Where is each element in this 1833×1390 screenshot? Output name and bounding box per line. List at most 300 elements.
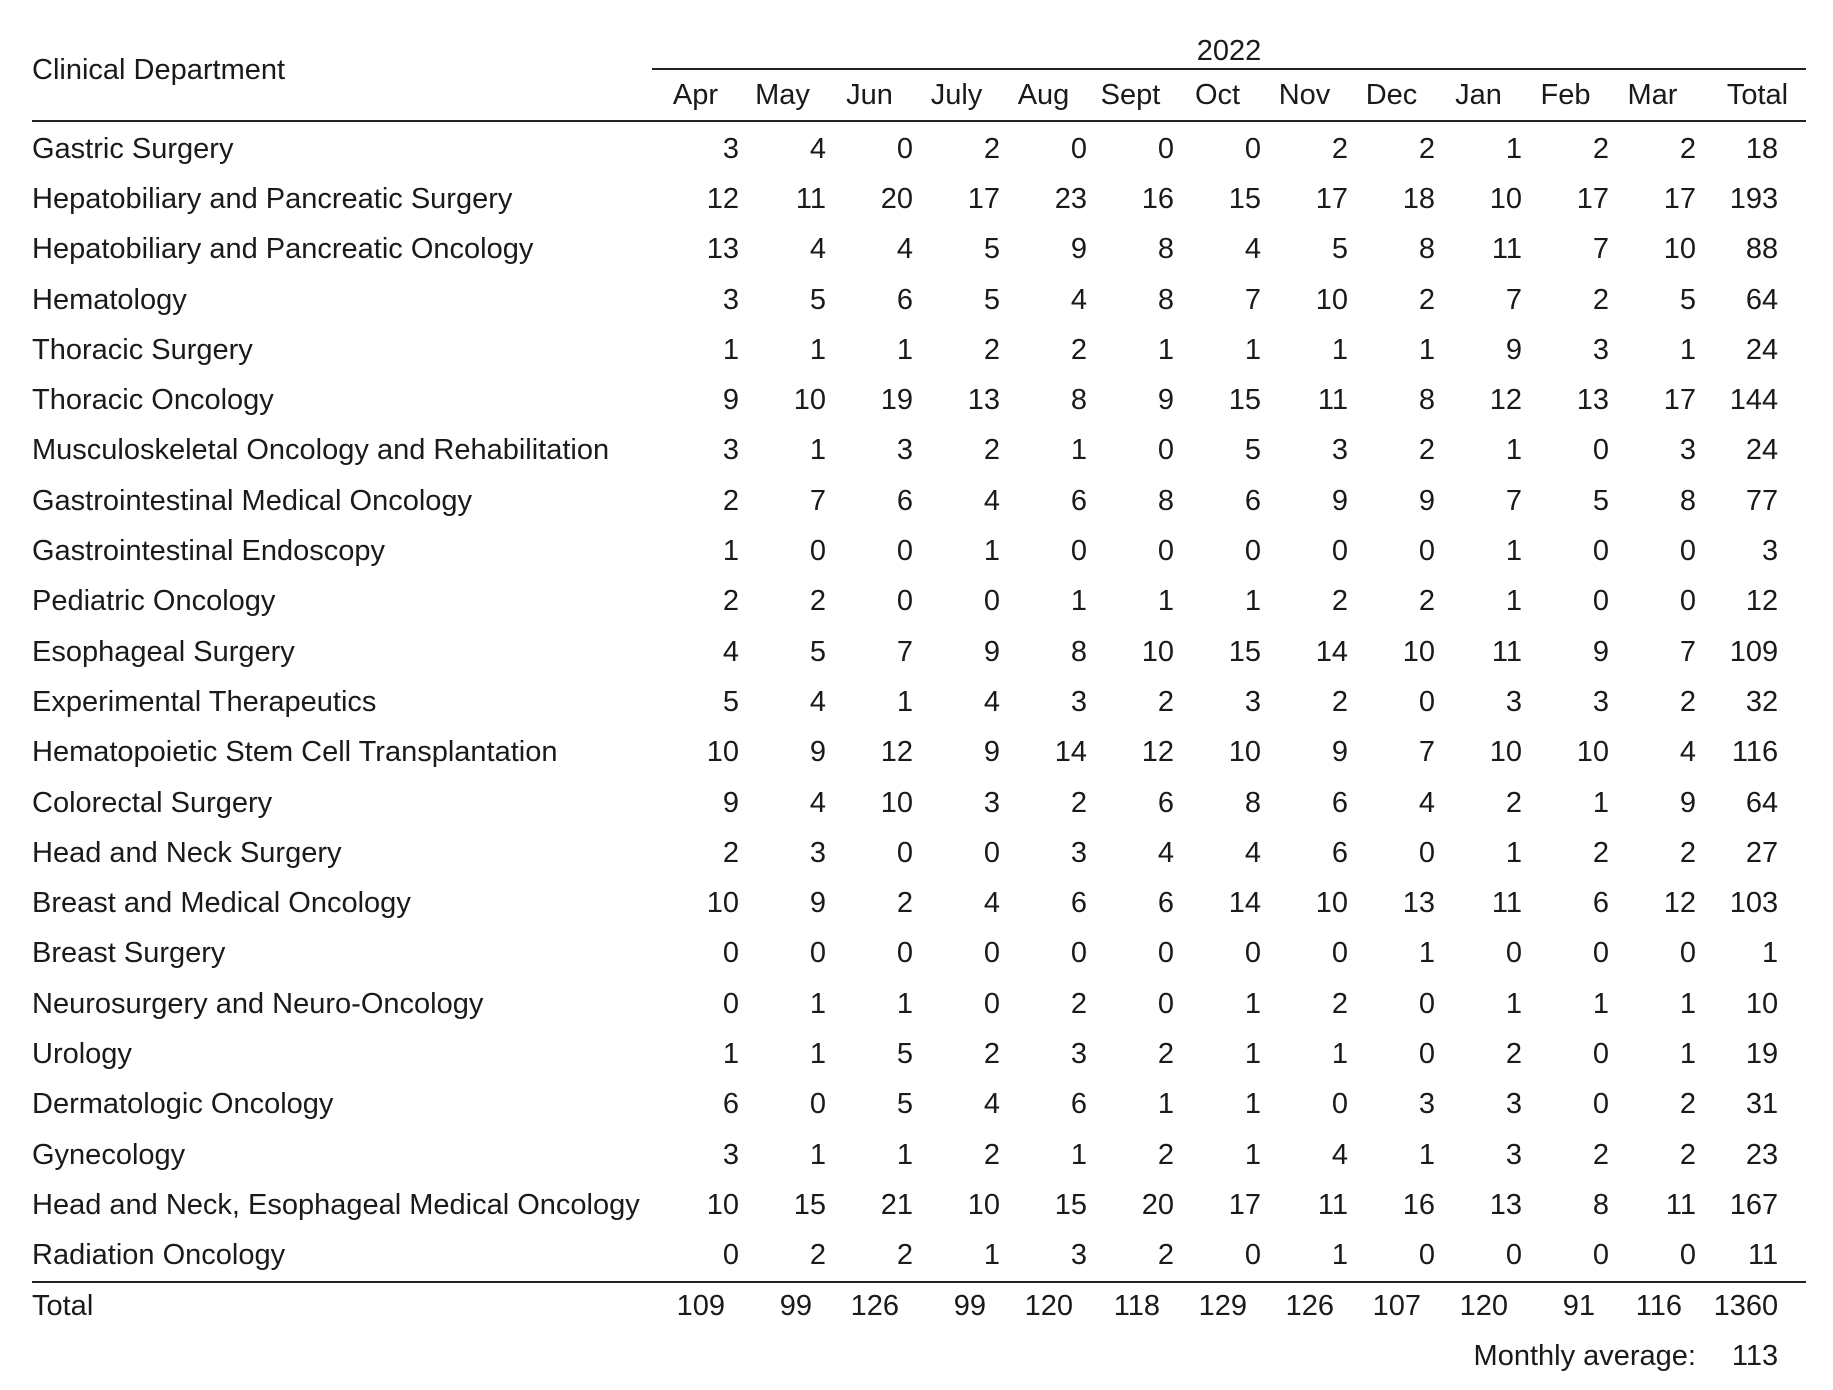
month-value-cell: 0 (896, 535, 913, 568)
month-value-cell: 7 (896, 635, 913, 668)
department-name: Gastrointestinal Medical Oncology (32, 484, 473, 517)
month-value-cell: 20 (1141, 1188, 1174, 1221)
month-value-cell: 10 (706, 736, 739, 769)
month-value-cell: 1 (1070, 585, 1087, 618)
month-value-cell: 1 (1505, 535, 1522, 568)
month-value-cell: 4 (1331, 1138, 1348, 1171)
month-value-cell: 3 (1244, 685, 1261, 718)
month-value-cell: 15 (793, 1188, 826, 1221)
month-value-cell: 15 (1054, 1188, 1087, 1221)
month-value-cell: 10 (1576, 736, 1609, 769)
month-value-cell: 4 (983, 685, 1000, 718)
month-value-cell: 2 (1418, 434, 1435, 467)
table-row (32, 121, 1806, 174)
month-value-cell: 1 (809, 987, 826, 1020)
month-value-cell: 9 (1418, 484, 1435, 517)
month-value-cell: 6 (1070, 1088, 1087, 1121)
department-name: Head and Neck, Esophageal Medical Oncology (32, 1188, 640, 1221)
department-name: Pediatric Oncology (32, 585, 276, 618)
month-value-cell: 12 (880, 736, 913, 769)
row-total-cell: 24 (1745, 333, 1779, 366)
month-value-cell: 1 (1505, 836, 1522, 869)
month-value-cell: 0 (983, 987, 1000, 1020)
month-value-cell: 1 (1244, 1138, 1261, 1171)
month-value-cell: 3 (722, 434, 739, 467)
month-value-cell: 15 (1228, 635, 1261, 668)
monthly-average-label: Monthly average: (1473, 1340, 1696, 1373)
month-value-cell: 11 (1491, 233, 1522, 266)
month-value-cell: 2 (1679, 132, 1696, 165)
month-value-cell: 2 (1592, 283, 1609, 316)
month-value-cell: 20 (880, 182, 913, 215)
row-total-cell: 144 (1729, 384, 1779, 417)
month-value-cell: 8 (1244, 786, 1261, 819)
table-row (32, 426, 1806, 476)
month-value-cell: 4 (809, 685, 826, 718)
month-value-cell: 0 (1679, 535, 1696, 568)
month-total-cell: 126 (826, 1282, 913, 1331)
month-value-cell: 0 (1418, 685, 1435, 718)
table-body (32, 121, 1806, 1282)
month-header: Jan (1435, 69, 1522, 121)
month-value-cell: 11 (1317, 384, 1348, 417)
month-value-cell: 0 (722, 1239, 739, 1272)
month-value-cell: 8 (1070, 384, 1087, 417)
month-value-cell: 6 (1331, 836, 1348, 869)
month-value-cell: 0 (1592, 535, 1609, 568)
month-value-cell: 2 (1331, 987, 1348, 1020)
row-total-cell: 11 (1748, 1239, 1779, 1272)
month-value-cell: 13 (967, 384, 1000, 417)
month-value-cell: 2 (1679, 836, 1696, 869)
year-header-row (32, 20, 1806, 69)
table-row (32, 577, 1806, 627)
month-value-cell: 6 (896, 283, 913, 316)
month-value-cell: 1 (983, 535, 1000, 568)
month-value-cell: 8 (1592, 1188, 1609, 1221)
month-value-cell: 3 (1505, 1138, 1522, 1171)
month-value-cell: 13 (1489, 1188, 1522, 1221)
month-value-cell: 6 (1070, 484, 1087, 517)
month-value-cell: 10 (1315, 283, 1348, 316)
month-value-cell: 15 (1228, 182, 1261, 215)
month-value-cell: 5 (1331, 233, 1348, 266)
department-name: Breast Surgery (32, 937, 226, 970)
table-row (32, 526, 1806, 576)
department-name: Experimental Therapeutics (32, 685, 377, 718)
monthly-average-row (32, 1331, 1806, 1383)
totals-label: Total (32, 1282, 652, 1331)
month-value-cell: 0 (809, 535, 826, 568)
month-value-cell: 2 (1070, 333, 1087, 366)
month-value-cell: 10 (793, 384, 826, 417)
month-value-cell: 1 (1505, 132, 1522, 165)
month-value-cell: 10 (1402, 635, 1435, 668)
month-value-cell: 1 (1505, 987, 1522, 1020)
row-total-cell: 18 (1745, 132, 1779, 165)
month-value-cell: 0 (1244, 132, 1261, 165)
month-value-cell: 10 (1228, 736, 1261, 769)
month-total-cell: 120 (1000, 1282, 1087, 1331)
month-value-cell: 1 (1331, 333, 1348, 366)
month-value-cell: 3 (1070, 1037, 1087, 1070)
month-value-cell: 0 (1157, 987, 1174, 1020)
month-value-cell: 10 (1489, 182, 1522, 215)
table-row (32, 1231, 1806, 1282)
table-row (32, 929, 1806, 979)
month-value-cell: 6 (722, 1088, 739, 1121)
month-value-cell: 10 (880, 786, 913, 819)
month-value-cell: 12 (1663, 887, 1696, 920)
totals-row (32, 1282, 1806, 1331)
month-value-cell: 2 (1331, 132, 1348, 165)
month-value-cell: 4 (983, 887, 1000, 920)
month-value-cell: 1 (1505, 585, 1522, 618)
month-value-cell: 1 (1244, 333, 1261, 366)
month-value-cell: 1 (1418, 937, 1435, 970)
department-name: Gastrointestinal Endoscopy (32, 535, 386, 568)
month-total-cell: 107 (1348, 1282, 1435, 1331)
month-value-cell: 8 (1418, 233, 1435, 266)
month-value-cell: 4 (1244, 836, 1261, 869)
month-value-cell: 0 (809, 1088, 826, 1121)
row-total-cell: 64 (1745, 786, 1779, 819)
month-value-cell: 10 (1663, 233, 1696, 266)
month-value-cell: 6 (1592, 887, 1609, 920)
month-value-cell: 0 (1418, 1239, 1435, 1272)
month-value-cell: 0 (1679, 1239, 1696, 1272)
table-row (32, 275, 1806, 325)
month-total-cell: 120 (1435, 1282, 1522, 1331)
year-header: 2022 (652, 20, 1806, 69)
month-value-cell: 4 (983, 484, 1000, 517)
month-value-cell: 12 (706, 182, 739, 215)
month-value-cell: 9 (1157, 384, 1174, 417)
month-value-cell: 0 (1592, 1037, 1609, 1070)
month-value-cell: 1 (1418, 1138, 1435, 1171)
month-value-cell: 1 (1244, 987, 1261, 1020)
month-value-cell: 0 (1592, 585, 1609, 618)
department-name: Esophageal Surgery (32, 635, 295, 668)
month-value-cell: 1 (1244, 1088, 1261, 1121)
month-value-cell: 1 (1070, 434, 1087, 467)
month-value-cell: 5 (1592, 484, 1609, 517)
month-value-cell: 3 (722, 283, 739, 316)
month-value-cell: 3 (1331, 434, 1348, 467)
month-value-cell: 3 (722, 132, 739, 165)
month-value-cell: 3 (896, 434, 913, 467)
month-value-cell: 0 (1157, 434, 1174, 467)
month-value-cell: 4 (896, 233, 913, 266)
month-header: Dec (1348, 69, 1435, 121)
row-total-cell: 1 (1761, 937, 1779, 970)
row-total-cell: 116 (1731, 736, 1779, 769)
row-total-cell: 27 (1745, 836, 1779, 869)
month-value-cell: 12 (1489, 384, 1522, 417)
month-value-cell: 5 (1244, 434, 1261, 467)
month-value-cell: 1 (722, 1037, 739, 1070)
month-value-cell: 0 (1418, 535, 1435, 568)
month-value-cell: 0 (983, 836, 1000, 869)
month-header: July (913, 69, 1000, 121)
month-value-cell: 7 (1244, 283, 1261, 316)
month-value-cell: 2 (983, 132, 1000, 165)
department-name: Hepatobiliary and Pancreatic Surgery (32, 182, 513, 215)
month-value-cell: 4 (983, 1088, 1000, 1121)
month-value-cell: 9 (809, 736, 826, 769)
month-value-cell: 9 (722, 384, 739, 417)
month-value-cell: 0 (983, 937, 1000, 970)
month-value-cell: 5 (722, 685, 739, 718)
month-value-cell: 2 (1157, 1037, 1174, 1070)
table-row (32, 677, 1806, 727)
month-value-cell: 4 (1070, 283, 1087, 316)
month-value-cell: 1 (809, 333, 826, 366)
month-value-cell: 2 (722, 484, 739, 517)
department-name: Head and Neck Surgery (32, 836, 342, 869)
row-total-cell: 77 (1745, 484, 1779, 517)
table-footer (32, 1282, 1806, 1383)
month-value-cell: 7 (1505, 283, 1522, 316)
month-value-cell: 9 (1331, 484, 1348, 517)
month-value-cell: 14 (1315, 635, 1348, 668)
department-name: Gastric Surgery (32, 132, 234, 165)
month-value-cell: 0 (1592, 1088, 1609, 1121)
month-value-cell: 3 (1505, 1088, 1522, 1121)
department-name: Dermatologic Oncology (32, 1088, 334, 1121)
month-value-cell: 1 (1505, 434, 1522, 467)
month-value-cell: 1 (896, 333, 913, 366)
month-value-cell: 3 (1070, 836, 1087, 869)
month-value-cell: 1 (1157, 1088, 1174, 1121)
month-value-cell: 1 (722, 535, 739, 568)
table-row (32, 476, 1806, 526)
month-value-cell: 7 (1592, 233, 1609, 266)
month-value-cell: 14 (1054, 736, 1087, 769)
month-value-cell: 1 (1679, 987, 1696, 1020)
total-column-header: Total (1696, 69, 1806, 121)
month-value-cell: 3 (1679, 434, 1696, 467)
month-value-cell: 7 (1679, 635, 1696, 668)
month-value-cell: 1 (1331, 1239, 1348, 1272)
month-value-cell: 2 (1157, 1239, 1174, 1272)
month-value-cell: 2 (1505, 1037, 1522, 1070)
month-value-cell: 16 (1141, 182, 1174, 215)
month-value-cell: 8 (1157, 283, 1174, 316)
month-value-cell: 5 (896, 1088, 913, 1121)
month-value-cell: 2 (809, 585, 826, 618)
month-value-cell: 5 (896, 1037, 913, 1070)
department-column-header: Clinical Department (32, 20, 652, 121)
month-value-cell: 13 (1402, 887, 1435, 920)
month-value-cell: 2 (722, 585, 739, 618)
month-value-cell: 1 (1592, 786, 1609, 819)
month-value-cell: 8 (1157, 484, 1174, 517)
month-value-cell: 1 (722, 333, 739, 366)
month-total-cell: 91 (1522, 1282, 1609, 1331)
monthly-average-value: 113 (1731, 1340, 1779, 1373)
table-row (32, 1080, 1806, 1130)
month-value-cell: 3 (722, 1138, 739, 1171)
month-value-cell: 2 (1070, 987, 1087, 1020)
month-value-cell: 12 (1141, 736, 1174, 769)
month-value-cell: 0 (1505, 937, 1522, 970)
grand-total-cell: 1360 (1696, 1282, 1806, 1331)
month-value-cell: 10 (706, 887, 739, 920)
month-value-cell: 9 (722, 786, 739, 819)
month-value-cell: 0 (722, 937, 739, 970)
table-row (32, 828, 1806, 878)
month-total-cell: 118 (1087, 1282, 1174, 1331)
month-value-cell: 2 (722, 836, 739, 869)
table-row (32, 979, 1806, 1029)
month-value-cell: 6 (1244, 484, 1261, 517)
row-total-cell: 23 (1745, 1138, 1779, 1171)
month-value-cell: 9 (809, 887, 826, 920)
month-value-cell: 1 (896, 685, 913, 718)
month-header: Aug (1000, 69, 1087, 121)
table-row (32, 225, 1806, 275)
month-value-cell: 9 (1070, 233, 1087, 266)
row-total-cell: 103 (1729, 887, 1779, 920)
row-total-cell: 193 (1729, 182, 1779, 215)
month-total-cell: 126 (1261, 1282, 1348, 1331)
month-value-cell: 5 (809, 635, 826, 668)
month-header: Sept (1087, 69, 1174, 121)
month-value-cell: 2 (1331, 585, 1348, 618)
month-value-cell: 3 (1592, 685, 1609, 718)
month-value-cell: 0 (1157, 937, 1174, 970)
department-name: Gynecology (32, 1138, 186, 1171)
month-value-cell: 1 (809, 1138, 826, 1171)
month-value-cell: 1 (1331, 1037, 1348, 1070)
month-value-cell: 1 (809, 434, 826, 467)
month-value-cell: 0 (896, 585, 913, 618)
month-value-cell: 1 (1418, 333, 1435, 366)
month-value-cell: 1 (896, 1138, 913, 1171)
month-value-cell: 17 (967, 182, 1000, 215)
month-value-cell: 0 (1418, 1037, 1435, 1070)
month-value-cell: 10 (1489, 736, 1522, 769)
month-value-cell: 5 (809, 283, 826, 316)
month-header: Apr (652, 69, 739, 121)
month-total-cell: 129 (1174, 1282, 1261, 1331)
row-total-cell: 3 (1761, 535, 1779, 568)
department-name: Hepatobiliary and Pancreatic Oncology (32, 233, 534, 266)
month-value-cell: 2 (983, 1138, 1000, 1171)
month-value-cell: 2 (1679, 1138, 1696, 1171)
month-value-cell: 1 (1244, 1037, 1261, 1070)
month-value-cell: 17 (1663, 182, 1696, 215)
table-header (32, 20, 1806, 121)
month-value-cell: 2 (1157, 1138, 1174, 1171)
month-value-cell: 2 (896, 887, 913, 920)
month-value-cell: 4 (809, 786, 826, 819)
month-value-cell: 0 (1592, 434, 1609, 467)
month-value-cell: 2 (1418, 585, 1435, 618)
month-value-cell: 1 (1679, 1037, 1696, 1070)
month-value-cell: 3 (1592, 333, 1609, 366)
month-value-cell: 0 (1070, 937, 1087, 970)
table-row (32, 778, 1806, 828)
month-value-cell: 0 (1592, 1239, 1609, 1272)
department-name: Urology (32, 1037, 132, 1070)
month-total-cell: 99 (739, 1282, 826, 1331)
department-name: Neurosurgery and Neuro-Oncology (32, 987, 484, 1020)
month-value-cell: 2 (983, 1037, 1000, 1070)
month-value-cell: 2 (1070, 786, 1087, 819)
month-value-cell: 2 (1679, 685, 1696, 718)
month-value-cell: 0 (1244, 937, 1261, 970)
month-value-cell: 9 (1505, 333, 1522, 366)
month-value-cell: 6 (896, 484, 913, 517)
table-row (32, 1029, 1806, 1079)
department-name: Thoracic Oncology (32, 384, 274, 417)
month-value-cell: 8 (1679, 484, 1696, 517)
month-header: Jun (826, 69, 913, 121)
month-value-cell: 4 (809, 233, 826, 266)
month-value-cell: 8 (1070, 635, 1087, 668)
month-header: Nov (1261, 69, 1348, 121)
table-row (32, 375, 1806, 425)
month-value-cell: 19 (880, 384, 913, 417)
month-value-cell: 0 (896, 836, 913, 869)
month-value-cell: 9 (1679, 786, 1696, 819)
month-value-cell: 0 (1418, 987, 1435, 1020)
department-name: Thoracic Surgery (32, 333, 253, 366)
month-value-cell: 1 (1244, 585, 1261, 618)
month-value-cell: 3 (1070, 1239, 1087, 1272)
month-value-cell: 2 (983, 333, 1000, 366)
month-value-cell: 8 (1418, 384, 1435, 417)
month-value-cell: 2 (1592, 836, 1609, 869)
month-value-cell: 0 (983, 585, 1000, 618)
month-value-cell: 3 (1505, 685, 1522, 718)
month-value-cell: 0 (1157, 535, 1174, 568)
month-value-cell: 2 (983, 434, 1000, 467)
month-header: Oct (1174, 69, 1261, 121)
row-total-cell: 19 (1745, 1037, 1779, 1070)
month-value-cell: 2 (1331, 685, 1348, 718)
month-value-cell: 3 (1418, 1088, 1435, 1121)
month-value-cell: 11 (1317, 1188, 1348, 1221)
month-value-cell: 17 (1663, 384, 1696, 417)
month-value-cell: 7 (1418, 736, 1435, 769)
month-value-cell: 2 (1592, 1138, 1609, 1171)
row-total-cell: 109 (1729, 635, 1779, 668)
month-value-cell: 2 (1592, 132, 1609, 165)
month-value-cell: 2 (809, 1239, 826, 1272)
month-value-cell: 0 (1592, 937, 1609, 970)
month-value-cell: 10 (967, 1188, 1000, 1221)
month-value-cell: 0 (1070, 132, 1087, 165)
month-value-cell: 2 (896, 1239, 913, 1272)
month-value-cell: 9 (1331, 736, 1348, 769)
table-row (32, 728, 1806, 778)
month-value-cell: 10 (1315, 887, 1348, 920)
month-value-cell: 8 (1157, 233, 1174, 266)
row-total-cell: 64 (1745, 283, 1779, 316)
month-value-cell: 0 (1331, 937, 1348, 970)
month-value-cell: 1 (809, 1037, 826, 1070)
month-value-cell: 11 (1491, 635, 1522, 668)
month-value-cell: 2 (1418, 283, 1435, 316)
row-total-cell: 88 (1745, 233, 1779, 266)
month-value-cell: 0 (1331, 1088, 1348, 1121)
month-value-cell: 16 (1402, 1188, 1435, 1221)
month-value-cell: 2 (1505, 786, 1522, 819)
month-value-cell: 17 (1228, 1188, 1261, 1221)
